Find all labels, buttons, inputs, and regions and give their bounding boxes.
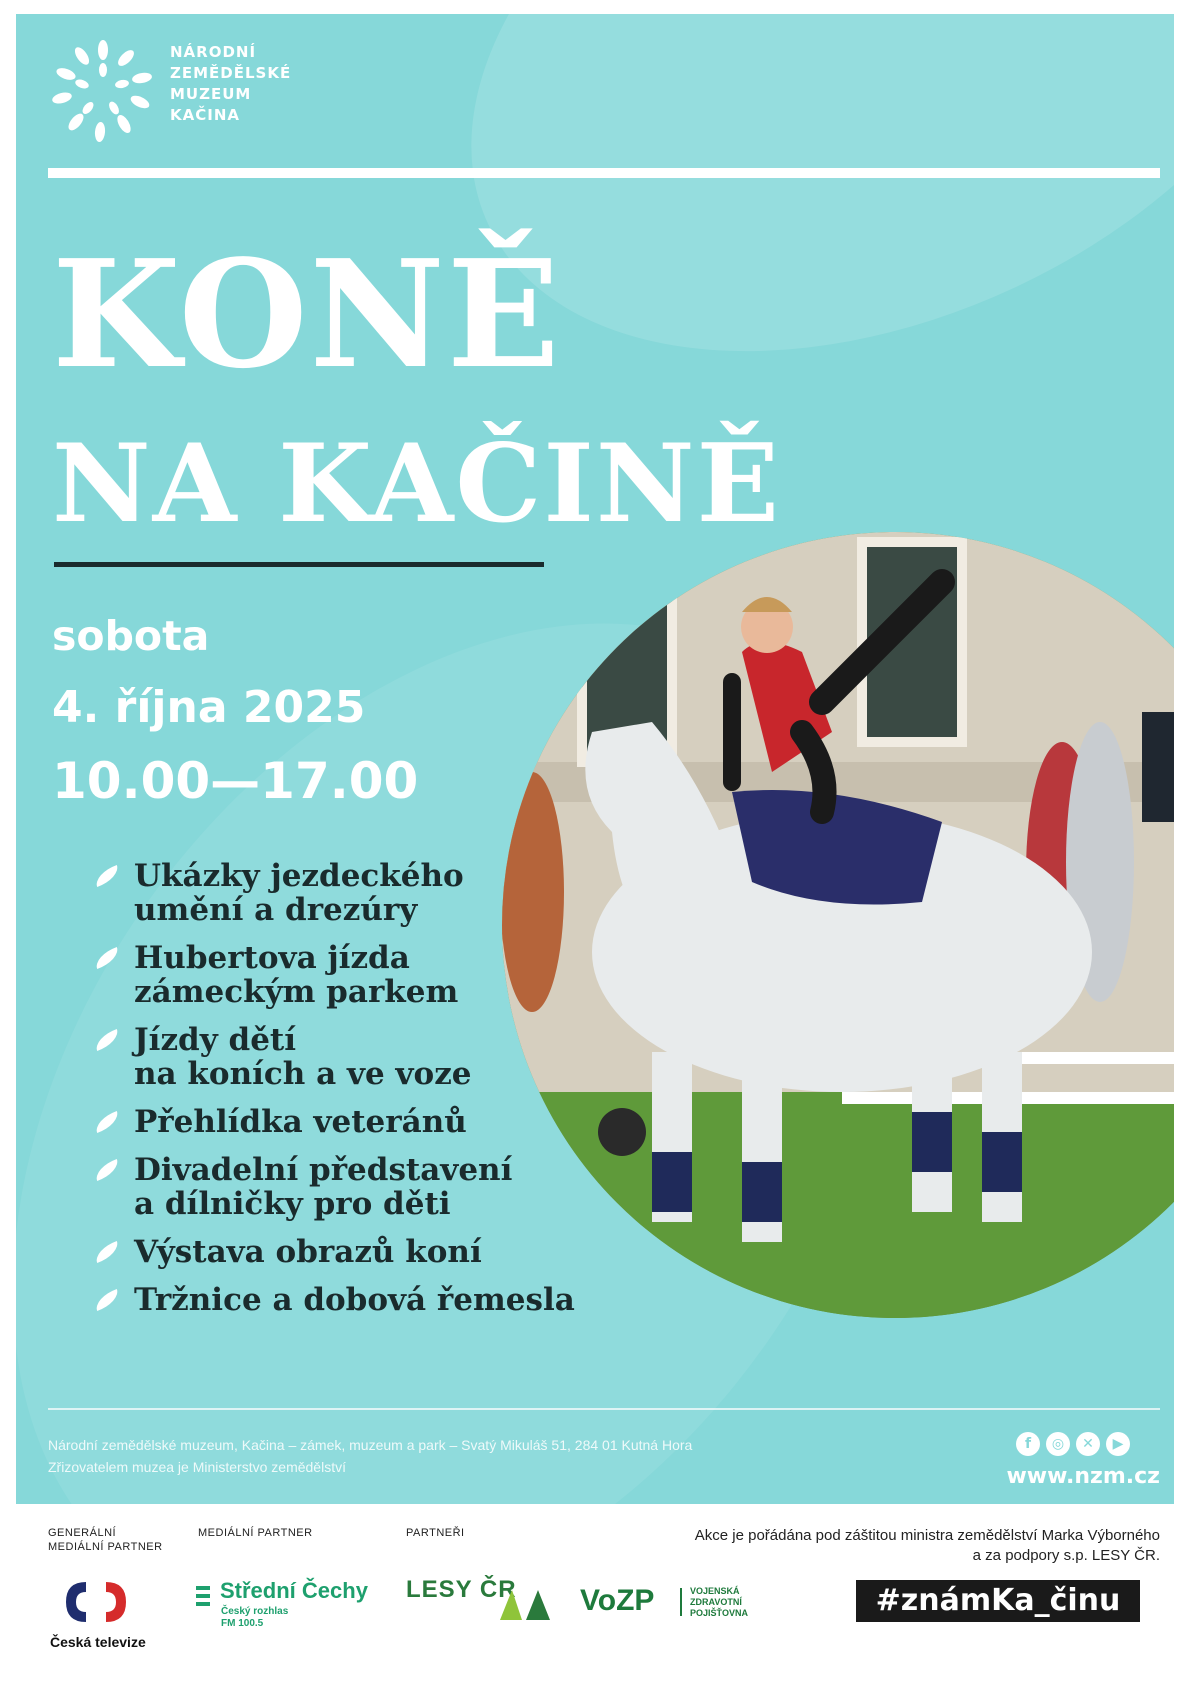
patronage-line: Akce je pořádána pod záštitou ministra zemědělství Marka Výborného — [694, 1527, 1160, 1544]
lesy-cr-logo-icon — [496, 1584, 556, 1624]
leaf-bullet-icon — [92, 1289, 121, 1311]
label-line: MEDIÁLNÍ PARTNER — [48, 1541, 163, 1553]
leaf-bullet-icon — [92, 1111, 121, 1133]
programme-item — [94, 1283, 575, 1317]
media-partner-label: MEDIÁLNÍ PARTNER — [198, 1527, 313, 1539]
partners-label: PARTNEŘI — [406, 1527, 465, 1539]
museum-name — [170, 42, 291, 126]
label-line: GENERÁLNÍ — [48, 1527, 117, 1539]
lesy-cr-name: LESY ČR — [406, 1576, 517, 1603]
vozp-name: VoZP — [580, 1584, 655, 1617]
ceska-televize-name: Česká televize — [50, 1634, 146, 1650]
social-icons — [1016, 1432, 1130, 1456]
patronage-line: a za podpory s.p. LESY ČR. — [972, 1547, 1160, 1564]
sub-line: FM 100.5 — [221, 1618, 264, 1629]
event-date: 4. října 2025 — [52, 682, 366, 733]
programme-item-text: Přehlídka veteránů — [134, 1104, 467, 1140]
museum-name-line: MUZEUM — [170, 85, 252, 103]
stredni-cechy-logo-icon — [196, 1586, 214, 1608]
header-divider — [48, 168, 1160, 178]
programme-item — [94, 1235, 575, 1269]
museum-name-line: NÁRODNÍ — [170, 43, 257, 61]
vozp-divider — [680, 1588, 682, 1616]
museum-name-line: KAČINA — [170, 106, 240, 124]
general-media-partner-label — [48, 1526, 163, 1554]
leaf-bullet-icon — [92, 947, 121, 969]
cesky-rozhlas-subtitle — [221, 1606, 288, 1630]
event-day: sobota — [52, 612, 210, 660]
leaf-bullet-icon — [92, 865, 121, 887]
programme-item — [94, 1023, 575, 1091]
stredni-cechy-name: Střední Čechy — [220, 1578, 368, 1603]
x-icon[interactable]: ✕ — [1076, 1432, 1100, 1456]
programme-item-text: Ukázky jezdeckého umění a drezúry — [134, 858, 464, 928]
footer-divider — [48, 1408, 1160, 1410]
leaf-bullet-icon — [92, 1159, 121, 1181]
programme-item-text: Hubertova jízda zámeckým parkem — [134, 940, 459, 1010]
vozp-subtitle — [690, 1586, 748, 1619]
instagram-icon[interactable]: ◎ — [1046, 1432, 1070, 1456]
website-link[interactable]: www.nzm.cz — [1006, 1464, 1160, 1489]
facebook-icon[interactable]: f — [1016, 1432, 1040, 1456]
sub-line: VOJENSKÁ — [690, 1586, 740, 1596]
patronage-text — [560, 1526, 1160, 1566]
poster — [16, 14, 1174, 1504]
museum-address — [48, 1434, 692, 1478]
programme-item — [94, 1105, 575, 1139]
title-divider — [54, 562, 544, 567]
ceska-televize-logo-icon — [60, 1576, 132, 1628]
programme-item-text: Tržnice a dobová řemesla — [134, 1282, 575, 1318]
leaf-bullet-icon — [92, 1029, 121, 1051]
sub-line: ZDRAVOTNÍ — [690, 1597, 742, 1607]
programme-item-text: Divadelní představení a dílničky pro děti — [134, 1152, 513, 1222]
founder-line: Zřizovatelem muzea je Ministerstvo zemědělství — [48, 1459, 346, 1475]
programme-list — [94, 859, 575, 1331]
event-time: 10.00—17.00 — [52, 752, 419, 810]
programme-item — [94, 1153, 575, 1221]
event-title-line2: NA KAČINĚ — [52, 421, 781, 547]
programme-item — [94, 941, 575, 1009]
sub-line: Český rozhlas — [221, 1606, 289, 1617]
programme-item-text: Jízdy dětí na koních a ve voze — [134, 1022, 472, 1092]
programme-item — [94, 859, 575, 927]
campaign-hashtag: #známKa_činu — [856, 1580, 1140, 1622]
youtube-icon[interactable]: ▶ — [1106, 1432, 1130, 1456]
event-title-line1: KONĚ — [52, 227, 562, 401]
programme-item-text: Výstava obrazů koní — [134, 1234, 482, 1270]
museum-name-line: ZEMĚDĚLSKÉ — [170, 64, 292, 82]
address-line: Národní zemědělské muzeum, Kačina – zámek, muzeum a park – Svatý Mikuláš 51, 284 01 Kutná Hora — [48, 1437, 693, 1453]
sub-line: POJIŠŤOVNA — [690, 1608, 749, 1618]
leaf-bullet-icon — [92, 1241, 121, 1263]
museum-logo-icon — [48, 36, 158, 146]
